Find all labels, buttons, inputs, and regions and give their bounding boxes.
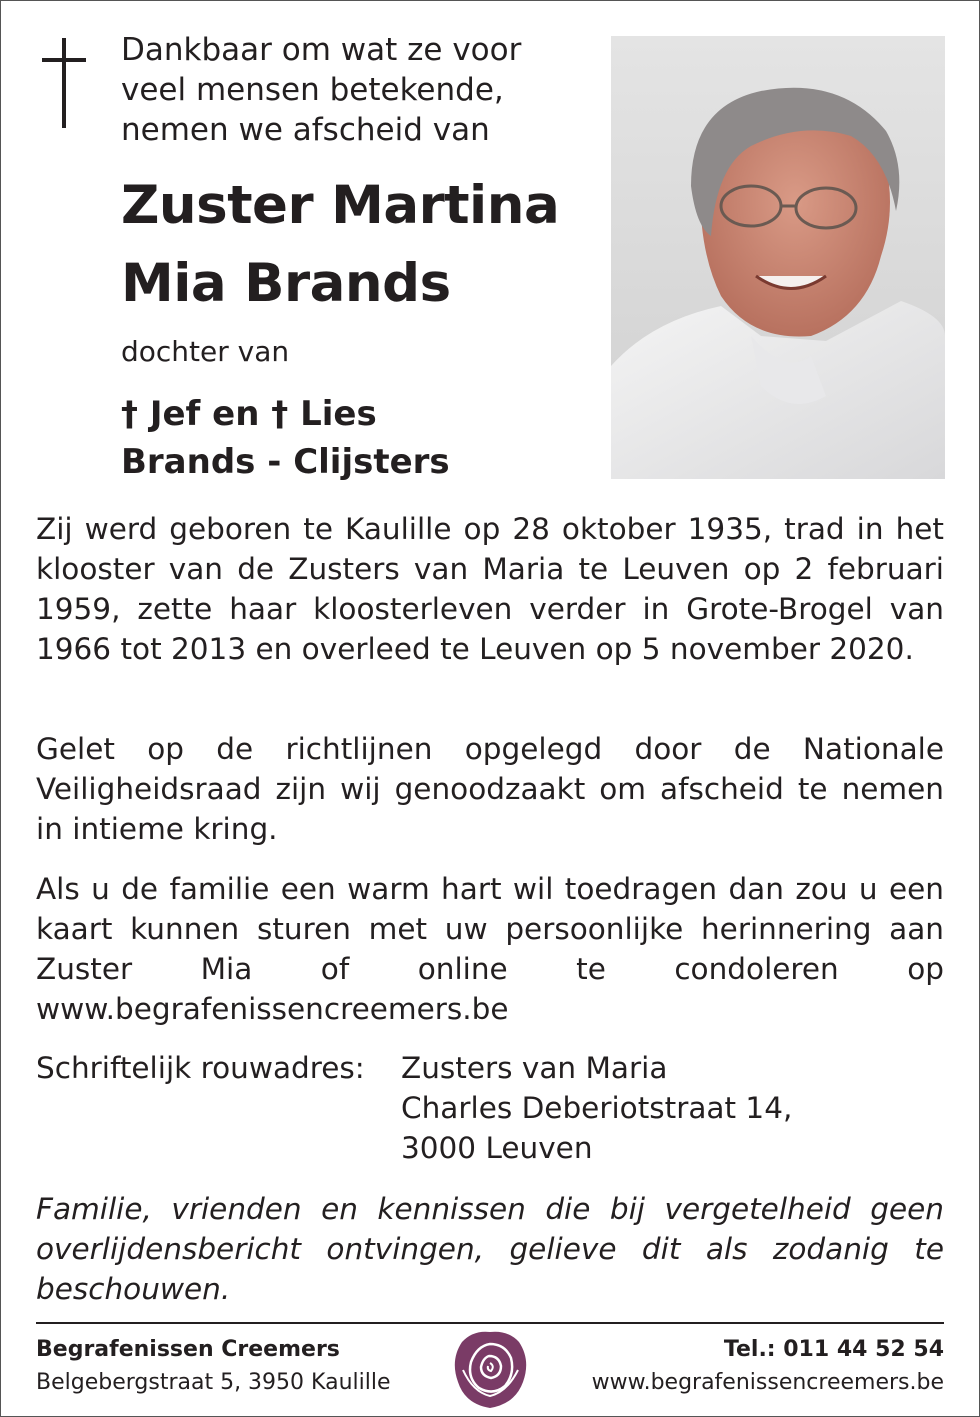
funeral-company-website[interactable]: www.begrafenissencreemers.be [591, 1370, 944, 1395]
address-line-2: Charles Deberiotstraat 14, [401, 1091, 793, 1125]
parents-line-1: † Jef en † Lies [121, 394, 377, 434]
intro-line-1: Dankbaar om wat ze voor [121, 32, 522, 68]
intro-line-2: veel mensen betekende, [121, 72, 504, 108]
closing-note: Familie, vrienden en kennissen die bij vergetelheid geen overlijdensbericht ontvingen, gelieve dit als zodanig te beschouwen. [36, 1192, 944, 1306]
deceased-name [121, 167, 559, 323]
biography-paragraph: Zij werd geboren te Kaulille op 28 oktober 1935, trad in het klooster van de Zusters van Maria te Leuven op 2 februari 1959, zette haar kloosterleven verder in Grote-Brogel van 1966 tot 2013 en overleed te Leuven op 5 november 2020. [36, 512, 944, 666]
portrait-photo [611, 36, 945, 479]
restrictions-paragraph: Gelet op de richtlijnen opgelegd door de Nationale Veiligheidsraad zijn wij genoodzaakt om afscheid te nemen in intieme kring. [36, 732, 944, 846]
funeral-company-address: Belgebergstraat 5, 3950 Kaulille [36, 1370, 391, 1395]
rose-icon [453, 1330, 528, 1410]
deceased-name-line-1: Zuster Martina [121, 175, 560, 236]
relation-text: dochter van [121, 335, 290, 368]
address-label: Schriftelijk rouwadres: [36, 1051, 365, 1085]
deceased-name-line-2: Mia Brands [121, 253, 451, 314]
address-line-1: Zusters van Maria [401, 1051, 668, 1085]
intro-line-3: nemen we afscheid van [121, 112, 490, 148]
parents-names [121, 390, 450, 486]
intro-text [121, 30, 521, 150]
parents-line-2: Brands - Clijsters [121, 442, 450, 482]
footer-divider [36, 1322, 944, 1324]
cross-icon [42, 38, 86, 128]
funeral-company-phone: Tel.: 011 44 52 54 [723, 1337, 944, 1362]
address-line-3: 3000 Leuven [401, 1131, 593, 1165]
mourning-address [401, 1048, 792, 1168]
condolence-paragraph: Als u de familie een warm hart wil toedragen dan zou u een kaart kunnen sturen met uw persoonlijke herinnering aan Zuster Mia of online te condoleren op www.begrafenissencreemers.be [36, 872, 944, 1026]
funeral-company-name: Begrafenissen Creemers [36, 1337, 340, 1362]
